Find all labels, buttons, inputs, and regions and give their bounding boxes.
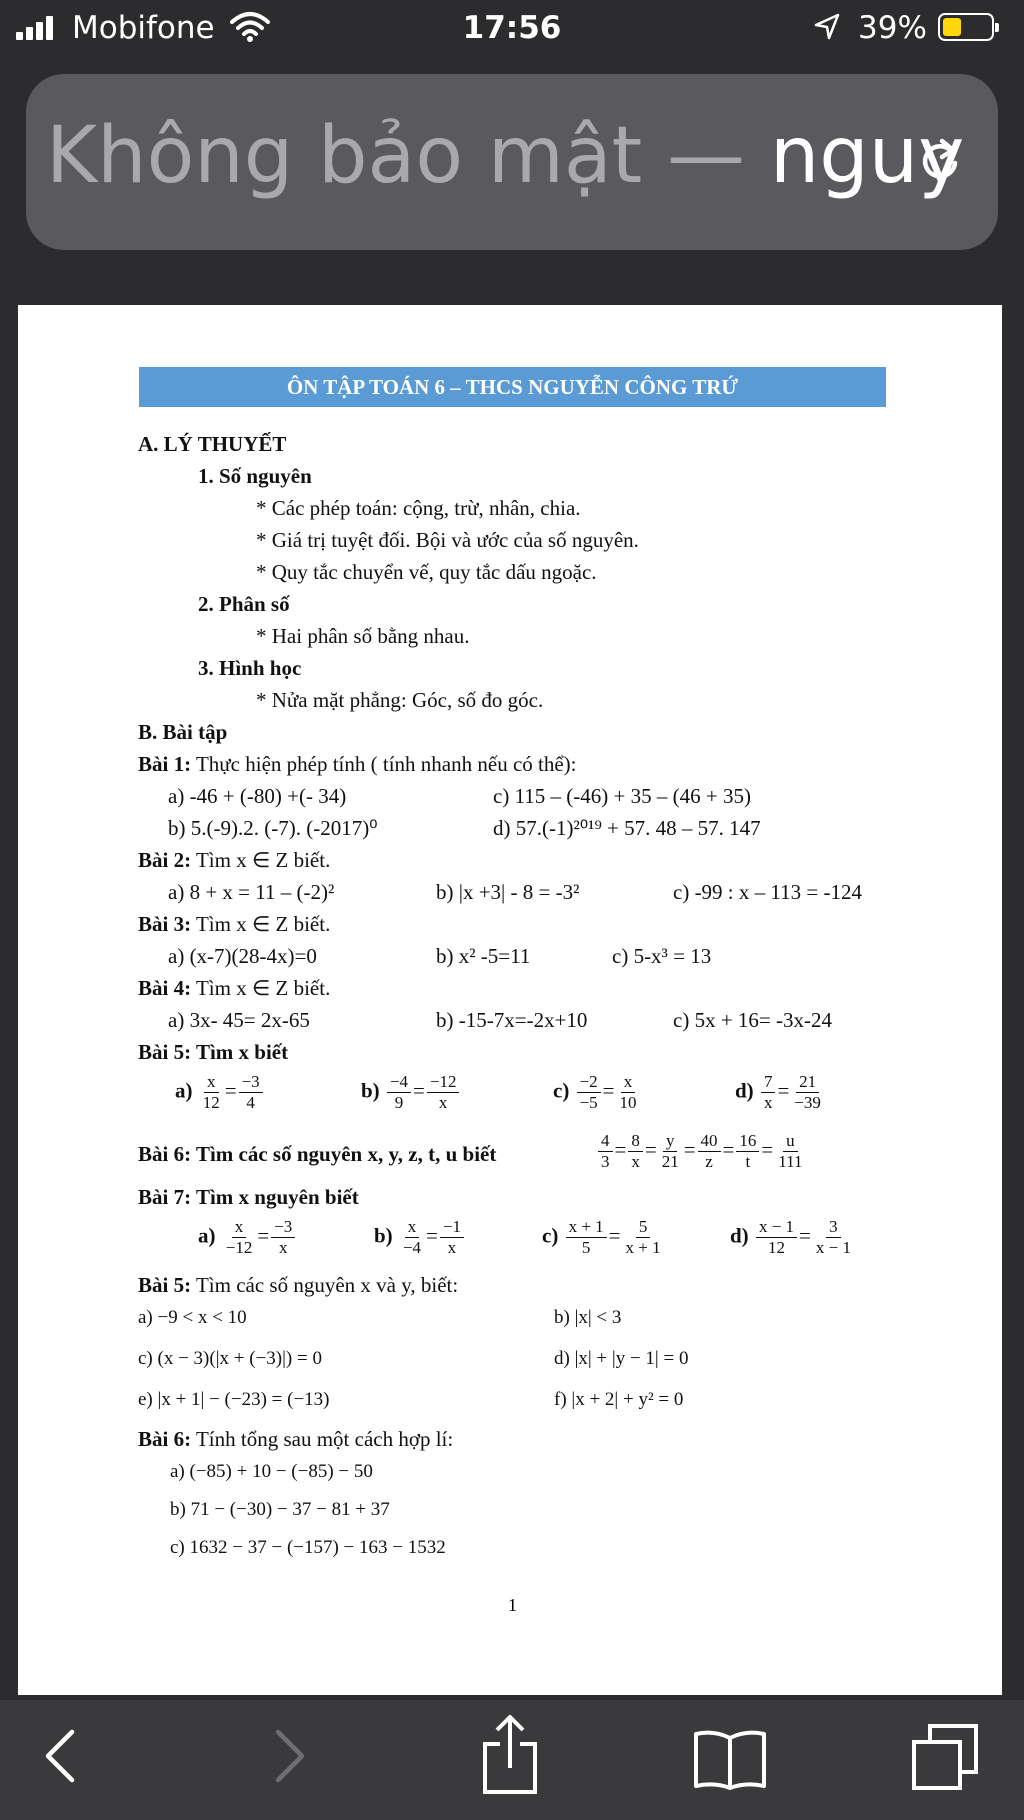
bai6b-item-b: b) 71 − (−30) − 37 − 81 + 37 [170, 1499, 390, 1520]
bai7-item-c: c) $\frac{x + 1}{5}$ = $\frac{5}{x + 1}$ [542, 1217, 661, 1257]
bai6-equation: $\frac{4}{3}$ = $\frac{8}{x}$ = $\frac{y}{21}$ = $\frac{40}{z}$ = $\frac{16}{t}$ = $\frac{u}{111}$ [596, 1131, 807, 1172]
bai5b-item-b: b) |x| < 3 [554, 1307, 622, 1328]
document-title: ÔN TẬP TOÁN 6 – THCS NGUYỄN CÔNG TRỨ [139, 367, 886, 407]
bookmarks-icon[interactable] [692, 1728, 768, 1792]
bai6-heading: Bài 6: Tìm các số nguyên x, y, z, t, u biết [138, 1142, 497, 1166]
carrier-name: Mobifone [72, 10, 215, 46]
bai7-heading: Bài 7: Tìm x nguyên biết [138, 1185, 359, 1209]
bai5-item-c: c) $\frac{-2}{-5}$ = $\frac{x}{10}$ [553, 1072, 637, 1112]
bottom-toolbar [0, 1700, 1024, 1820]
address-bar[interactable] [26, 74, 998, 250]
bai7-item-b: b) $\frac{x}{-4}$ = $\frac{-1}{x}$ [374, 1217, 466, 1258]
bai2-item-a: a) 8 + x = 11 – (-2)² [168, 880, 335, 904]
bai1-item-c: c) 115 – (-46) + 35 – (46 + 35) [493, 784, 751, 808]
bai1-item-d: d) 57.(-1)²⁰¹⁹ + 57. 48 – 57. 147 [493, 816, 761, 840]
battery-icon [938, 13, 994, 41]
back-icon[interactable] [40, 1720, 80, 1792]
bai5-item-a: a) $\frac{x}{12}$ = $\frac{-3}{4}$ [175, 1072, 265, 1113]
bai7-item-d: d) $\frac{x - 1}{12}$ = $\frac{3}{x - 1}$ [730, 1217, 851, 1257]
topic1-heading: 1. Số nguyên [198, 464, 312, 488]
bai4-item-b: b) -15-7x=-2x+10 [436, 1008, 588, 1032]
forward-icon[interactable] [270, 1720, 310, 1792]
bai5b-item-a: a) −9 < x < 10 [138, 1307, 247, 1328]
bai4-heading: Bài 4: Tìm x ∈ Z biết. [138, 976, 331, 1000]
bai5-item-b: b) $\frac{-4}{9}$ = $\frac{-12}{x}$ [361, 1072, 461, 1113]
topic2-heading: 2. Phân số [198, 592, 290, 616]
url-host: nguy [769, 111, 965, 201]
bai5b-item-f: f) |x + 2| + y² = 0 [554, 1389, 684, 1410]
bai5b-heading: Bài 5: Tìm các số nguyên x và y, biết: [138, 1273, 459, 1297]
bai2-item-c: c) -99 : x – 113 = -124 [673, 880, 862, 904]
bai5-item-d: d) $\frac{7}{x}$ = $\frac{21}{-39}$ [735, 1072, 821, 1112]
document-page[interactable] [18, 305, 1002, 1695]
bai2-heading: Bài 2: Tìm x ∈ Z biết. [138, 848, 331, 872]
location-arrow-icon [812, 12, 842, 42]
topic3-item: * Nửa mặt phẳng: Góc, số đo góc. [256, 688, 544, 712]
bai2-item-b: b) |x +3| - 8 = -3² [436, 880, 580, 904]
bai3-heading: Bài 3: Tìm x ∈ Z biết. [138, 912, 331, 936]
bai5b-item-e: e) |x + 1| − (−23) = (−13) [138, 1389, 330, 1410]
battery-percentage: 39% [858, 10, 927, 46]
reload-icon[interactable] [918, 137, 962, 185]
bai3-item-b: b) x² -5=11 [436, 944, 531, 968]
bai4-item-c: c) 5x + 16= -3x-24 [673, 1008, 832, 1032]
bai5-heading: Bài 5: Tìm x biết [138, 1040, 289, 1064]
bai5b-item-c: c) (x − 3)(|x + (−3)|) = 0 [138, 1348, 322, 1369]
bai6b-item-a: a) (−85) + 10 − (−85) − 50 [170, 1461, 373, 1482]
section-b-heading: B. Bài tập [138, 720, 228, 744]
insecure-label: Không bảo mật — [46, 111, 746, 201]
share-icon[interactable] [480, 1712, 540, 1798]
section-a-heading: A. LÝ THUYẾT [138, 432, 287, 456]
topic3-heading: 3. Hình học [198, 656, 302, 680]
status-bar [0, 0, 1024, 58]
topic2-item: * Hai phân số bằng nhau. [256, 624, 470, 648]
topic1-item: * Các phép toán: cộng, trừ, nhân, chia. [256, 496, 581, 520]
bai7-item-a: a) $\frac{x}{-12}$ = $\frac{-3}{x}$ [198, 1217, 297, 1258]
bai6b-item-c: c) 1632 − 37 − (−157) − 163 − 1532 [170, 1537, 446, 1558]
tabs-icon[interactable] [910, 1722, 982, 1794]
clock: 17:56 [462, 10, 562, 46]
topic1-item: * Giá trị tuyệt đối. Bội và ước của số nguyên. [256, 528, 639, 552]
bai1-item-a: a) -46 + (-80) +(- 34) [168, 784, 347, 808]
bai6b-heading: Bài 6: Tính tổng sau một cách hợp lí: [138, 1427, 454, 1451]
bai3-item-a: a) (x-7)(28-4x)=0 [168, 944, 317, 968]
bai1-heading: Bài 1: Thực hiện phép tính ( tính nhanh nếu có thể): [138, 752, 577, 776]
bai4-item-a: a) 3x- 45= 2x-65 [168, 1008, 310, 1032]
topic1-item: * Quy tắc chuyển vế, quy tắc dấu ngoặc. [256, 560, 597, 584]
address-text[interactable] [46, 106, 965, 206]
bai5b-item-d: d) |x| + |y − 1| = 0 [554, 1348, 689, 1369]
bai3-item-c: c) 5-x³ = 13 [612, 944, 712, 968]
page-number: 1 [508, 1595, 517, 1615]
bai1-item-b: b) 5.(-9).2. (-7). (-2017)⁰ [168, 816, 378, 840]
